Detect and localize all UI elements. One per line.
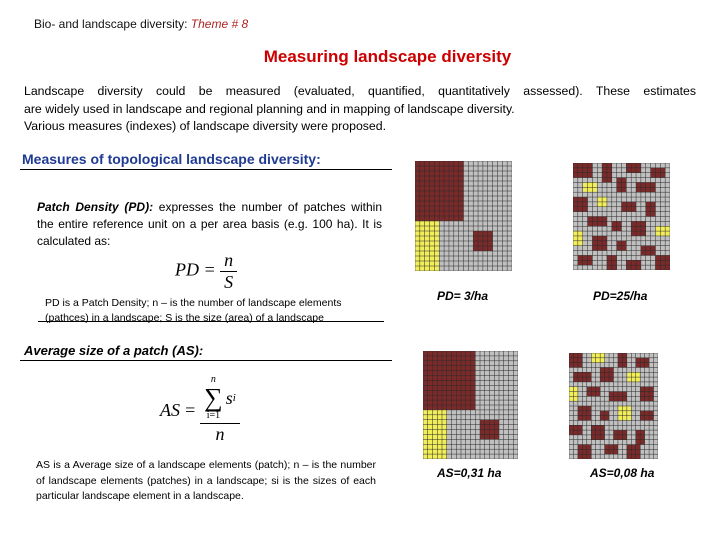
as-formula-lhs: AS — [160, 399, 180, 420]
as-denominator: n — [215, 424, 225, 444]
pd-description-text: expresses the number of patches within the entire reference unit on a per area basis (e.g. 100 ha). It is calculated as: — [37, 200, 382, 248]
caption-pd-a: PD= 3/ha — [437, 289, 489, 303]
patch-red — [627, 445, 640, 459]
sum-sub: i — [232, 392, 236, 404]
grid-lines — [573, 163, 670, 270]
sum-symbol: ∑ — [204, 383, 223, 412]
as-divider — [20, 360, 392, 361]
patch-red — [569, 353, 582, 367]
pd-note-divider — [38, 321, 384, 322]
as-landscape-grid-a — [423, 351, 518, 459]
intro-line-2: are widely used in landscape and regional planning and in mapping of landscape diversity. — [24, 101, 515, 116]
pd-landscape-grid-a — [415, 161, 512, 271]
slide-title: Measuring landscape diversity — [263, 47, 512, 66]
grid-lines — [423, 351, 518, 459]
as-heading: Average size of a patch (AS): — [24, 343, 204, 358]
intro-line-1: Landscape diversity could be measured (evaluated, quantified, quantitatively assessed). These estimates — [24, 84, 696, 98]
pd-fraction — [220, 250, 237, 293]
pd-formula-eq: = — [203, 259, 216, 280]
as-formula — [160, 375, 240, 445]
patch-red — [631, 221, 646, 236]
caption-as-b: AS=0,08 ha — [590, 466, 655, 480]
sum-term: s — [225, 387, 233, 408]
header-theme: Theme # 8 — [190, 17, 249, 31]
patch-red — [573, 197, 588, 212]
pd-formula-lhs: PD — [175, 259, 199, 280]
slide-header — [34, 17, 248, 31]
patch-red — [578, 445, 591, 459]
intro-line-3: Various measures (indexes) of landscape diversity were proposed. — [24, 119, 387, 133]
topological-divider — [20, 169, 392, 170]
header-prefix: Bio- and landscape diversity: — [34, 17, 188, 31]
patch-red — [640, 387, 653, 401]
as-fraction — [200, 375, 240, 445]
pd-formula — [175, 250, 237, 293]
caption-pd-b: PD=25/ha — [593, 289, 648, 303]
as-landscape-grid-b — [569, 353, 658, 459]
pd-description — [37, 199, 382, 250]
pd-landscape-grid-b — [573, 163, 670, 270]
as-note: AS is a Average size of a landscape elements (patch); n – is the number of landscape elements (patches) in a landscape; si is the sizes of each particular landscape element in a landscape. — [36, 459, 376, 502]
pd-term: Patch Density (PD): — [37, 200, 154, 214]
as-formula-eq: = — [184, 399, 197, 420]
as-numerator — [200, 375, 240, 424]
patch-red — [591, 425, 604, 439]
patch-red — [578, 406, 591, 420]
sum-block — [204, 375, 223, 421]
pd-note: PD is a Patch Density; n – is the number of landscape elements (pathces) in a landscape; S is the size (area) of a landscape — [45, 297, 342, 324]
patch-red — [592, 236, 607, 251]
intro-paragraph — [24, 83, 696, 136]
patch-red — [655, 255, 670, 270]
patch-yellow — [618, 406, 631, 420]
grid-lines — [569, 353, 658, 459]
sum-bottom: i=1 — [206, 410, 221, 421]
topological-heading: Measures of topological landscape diversity: — [22, 151, 321, 167]
sum-top: n — [210, 374, 216, 385]
grid-lines — [415, 161, 512, 271]
pd-denominator: S — [224, 272, 234, 292]
pd-numerator: n — [220, 250, 237, 272]
caption-as-a: AS=0,31 ha — [437, 466, 502, 480]
patch-red — [600, 367, 613, 381]
